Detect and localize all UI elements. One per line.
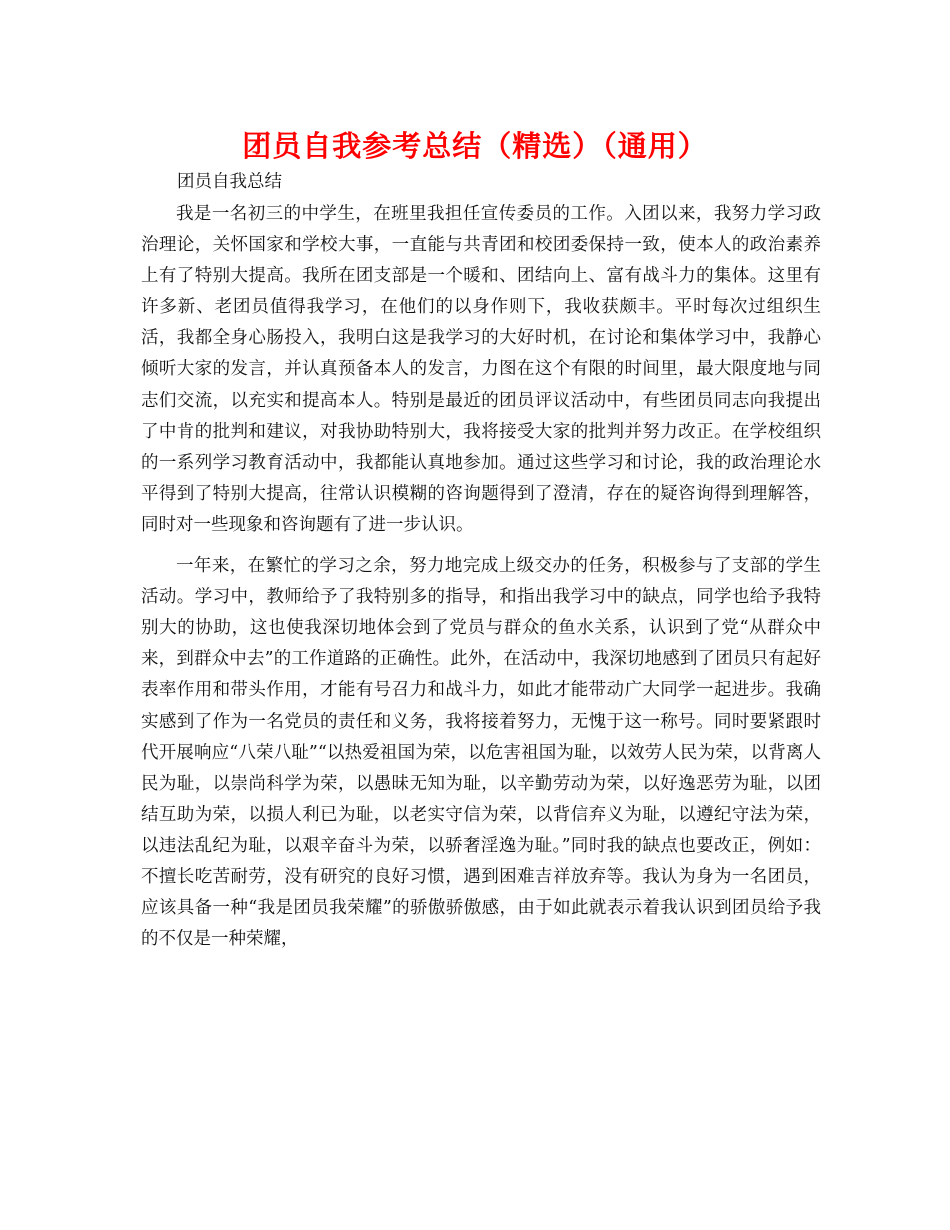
document-title: 团员自我参考总结（精选）（通用） bbox=[242, 129, 708, 163]
body-paragraph-2: 一年来，在繁忙的学习之余，努力地完成上级交办的任务，积极参与了支部的学生活动。学习中，教师给予了我特别多的指导，和指出我学习中的缺点，同学也给予我特别大的协助，这也使我深切地体会到了党员与群众的鱼水关系，认识到了党“从群众中来，到群众中去”的工作道路的正确性。此外，在活动中，我深切地感到了团员只有起好表率作用和带头作用，才能有号召力和战斗力，如此才能带动广大同学一起进步。我确实感到了作为一名党员的责任和义务，我将接着努力，无愧于这一称号。同时要紧跟时代开展响应“八荣八耻”“以热爱祖国为荣，以危害祖国为耻，以效劳人民为荣，以背离人民为耻，以崇尚科学为荣，以愚昧无知为耻，以辛勤劳动为荣，以好逸恶劳为耻，以团结互助为荣，以损人利已为耻，以老实守信为荣，以背信弃义为耻，以遵纪守法为荣，以违法乱纪为耻，以艰辛奋斗为荣，以骄奢淫逸为耻。”同时我的缺点也要改正，例如：不擅长吃苦耐劳，没有研究的良好习惯，遇到困难吉祥放弃等。我认为身为一名团员，应该具备一种“我是团员我荣耀”的骄傲骄傲感，由于如此就表示着我认识到团员给予我的不仅是一种荣耀， bbox=[141, 556, 821, 950]
document-subtitle: 团员自我总结 bbox=[177, 172, 282, 192]
document-body bbox=[141, 199, 821, 955]
body-paragraph-1: 我是一名初三的中学生，在班里我担任宣传委员的工作。入团以来，我努力学习政治理论，关怀国家和学校大事，一直能与共青团和校团委保持一致，使本人的政治素养上有了特别大提高。我所在团支部是一个暖和、团结向上、富有战斗力的集体。这里有许多新、老团员值得我学习，在他们的以身作则下，我收获颇丰。平时每次过组织生活，我都全身心肠投入，我明白这是我学习的大好时机，在讨论和集体学习中，我静心倾听大家的发言，并认真预备本人的发言，力图在这个有限的时间里，最大限度地与同志们交流，以充实和提高本人。特别是最近的团员评议活动中，有些团员同志向我提出了中肯的批判和建议，对我协助特别大，我将接受大家的批判并努力改正。在学校组织的一系列学习教育活动中，我都能认真地参加。通过这些学习和讨论，我的政治理论水平得到了特别大提高，往常认识模糊的咨询题得到了澄清，存在的疑咨询得到理解答，同时对一些现象和咨询题有了进一步认识。 bbox=[141, 204, 821, 535]
